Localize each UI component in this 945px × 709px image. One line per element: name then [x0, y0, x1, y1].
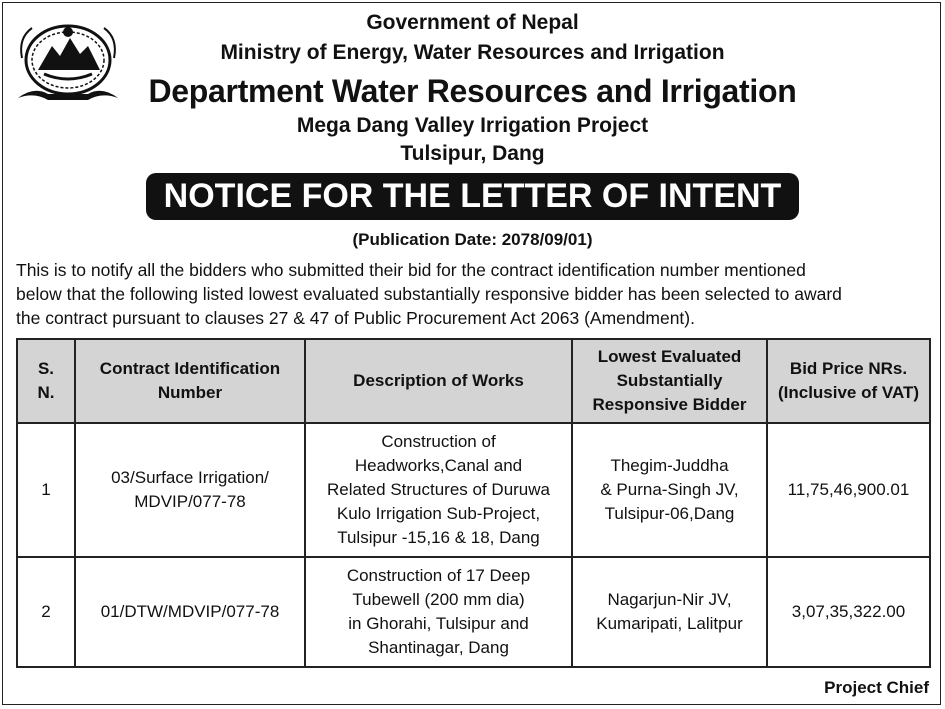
- cell-price: 3,07,35,322.00: [767, 557, 930, 667]
- cell-bidder: Thegim-Juddha & Purna-Singh JV, Tulsipur-06,Dang: [572, 423, 767, 557]
- project-heading: Mega Dang Valley Irrigation Project: [296, 114, 649, 137]
- cell-contract-id: 03/Surface Irrigation/ MDVIP/077-78: [75, 423, 305, 557]
- cell-price: 11,75,46,900.01: [767, 423, 930, 557]
- header-description: Description of Works: [305, 339, 572, 423]
- table-row: [17, 423, 930, 557]
- header-contract-id: Contract Identification Number: [75, 339, 305, 423]
- government-heading: Government of Nepal: [366, 11, 579, 34]
- ministry-heading: Ministry of Energy, Water Resources and Irrigation: [220, 41, 725, 64]
- intro-paragraph: [16, 258, 936, 330]
- header-bidder: Lowest Evaluated Substantially Responsive Bidder: [572, 339, 767, 423]
- table-header-row: [17, 339, 930, 423]
- intro-line: the contract pursuant to clauses 27 & 47 of Public Procurement Act 2063 (Amendment).: [16, 308, 695, 328]
- cell-sn: 1: [17, 423, 75, 557]
- table-row: [17, 557, 930, 667]
- cell-description: Construction of Headworks,Canal and Related Structures of Duruwa Kulo Irrigation Sub-Project, Tulsipur -15,16 & 18, Dang: [305, 423, 572, 557]
- notice-title-banner: NOTICE FOR THE LETTER OF INTENT: [146, 173, 799, 220]
- intro-line: below that the following listed lowest evaluated substantially responsive bidder has been selected to award: [16, 284, 842, 304]
- header-price: Bid Price NRs. (Inclusive of VAT): [767, 339, 930, 423]
- cell-contract-id: 01/DTW/MDVIP/077-78: [75, 557, 305, 667]
- cell-bidder: Nagarjun-Nir JV, Kumaripati, Lalitpur: [572, 557, 767, 667]
- department-heading: Department Water Resources and Irrigation: [148, 73, 797, 109]
- publication-date: (Publication Date: 2078/09/01): [352, 230, 593, 249]
- cell-sn: 2: [17, 557, 75, 667]
- intro-line: This is to notify all the bidders who submitted their bid for the contract identification number mentioned: [16, 260, 806, 280]
- location-heading: Tulsipur, Dang: [400, 142, 545, 165]
- header-sn: S. N.: [17, 339, 75, 423]
- contracts-table: [16, 338, 931, 668]
- signature-project-chief: Project Chief: [824, 678, 929, 697]
- cell-description: Construction of 17 Deep Tubewell (200 mm dia) in Ghorahi, Tulsipur and Shantinagar, Dang: [305, 557, 572, 667]
